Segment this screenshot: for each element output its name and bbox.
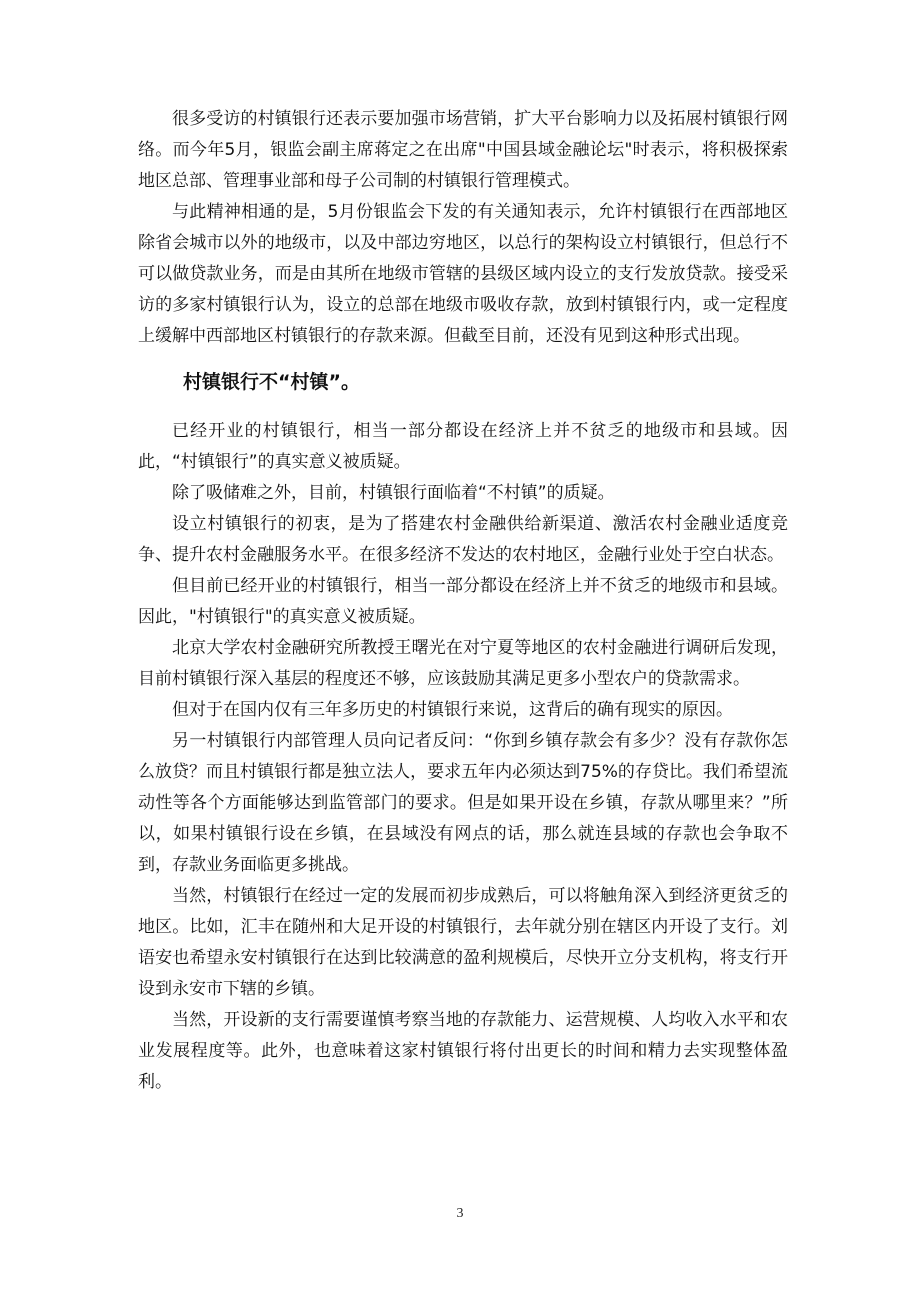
paragraph: 与此精神相通的是，5月份银监会下发的有关通知表示，允许村镇银行在西部地区除省会城市以外的地级市，以及中部边穷地区，以总行的架构设立村镇银行，但总行不可以做贷款业务，而是由其所在地级市管辖的县级区域内设立的支行发放贷款。接受采访的多家村镇银行认为，设立的总部在地级市吸收存款，放到村镇银行内，或一定程度上缓解中西部地区村镇银行的存款来源。但截至目前，还没有见到这种形式出现。	[138, 202, 788, 346]
paragraph: 另一村镇银行内部管理人员向记者反问：“你到乡镇存款会有多少？没有存款你怎么放贷？而且村镇银行都是独立法人，要求五年内必须达到75%的存贷比。我们希望流动性等各个方面能够达到监管部门的要求。但是如果开设在乡镇，存款从哪里来？”所以，如果村镇银行设在乡镇，在县域没有网点的话，那么就连县域的存款也会争取不到，存款业务面临更多挑战。	[138, 731, 788, 875]
paragraph: 当然，村镇银行在经过一定的发展而初步成熟后，可以将触角深入到经济更贫乏的地区。比如，汇丰在随州和大足开设的村镇银行，去年就分别在辖区内开设了支行。刘语安也希望永安村镇银行在达到比较满意的盈利规模后，尽快开立分支机构，将支行开设到永安市下辖的乡镇。	[138, 886, 788, 999]
paragraph: 北京大学农村金融研究所教授王曙光在对宁夏等地区的农村金融进行调研后发现，目前村镇银行深入基层的程度还不够，应该鼓励其满足更多小型农户的贷款需求。	[138, 638, 788, 689]
paragraph: 但对于在国内仅有三年多历史的村镇银行来说，这背后的确有现实的原因。	[172, 700, 733, 720]
document-body	[138, 104, 788, 1098]
paragraph: 除了吸储难之外，目前，村镇银行面临着“不村镇”的质疑。	[172, 483, 615, 503]
section-heading: 村镇银行不“村镇”。	[183, 371, 360, 393]
paragraph: 很多受访的村镇银行还表示要加强市场营销，扩大平台影响力以及拓展村镇银行网络。而今年5月，银监会副主席蒋定之在出席"中国县域金融论坛"时表示，将积极探索地区总部、管理事业部和母子公司制的村镇银行管理模式。	[138, 109, 788, 191]
paragraph: 设立村镇银行的初衷，是为了搭建农村金融供给新渠道、激活农村金融业适度竞争、提升农村金融服务水平。在很多经济不发达的农村地区，金融行业处于空白状态。	[138, 514, 788, 565]
page-number: 3	[456, 1206, 464, 1221]
paragraph: 但目前已经开业的村镇银行，相当一部分都设在经济上并不贫乏的地级市和县域。因此，"村镇银行"的真实意义被质疑。	[138, 576, 788, 627]
paragraph: 已经开业的村镇银行，相当一部分都设在经济上并不贫乏的地级市和县域。因此，“村镇银行”的真实意义被质疑。	[138, 421, 788, 472]
paragraph: 当然，开设新的支行需要谨慎考察当地的存款能力、运营规模、人均收入水平和农业发展程度等。此外，也意味着这家村镇银行将付出更长的时间和精力去实现整体盈利。	[138, 1010, 788, 1092]
